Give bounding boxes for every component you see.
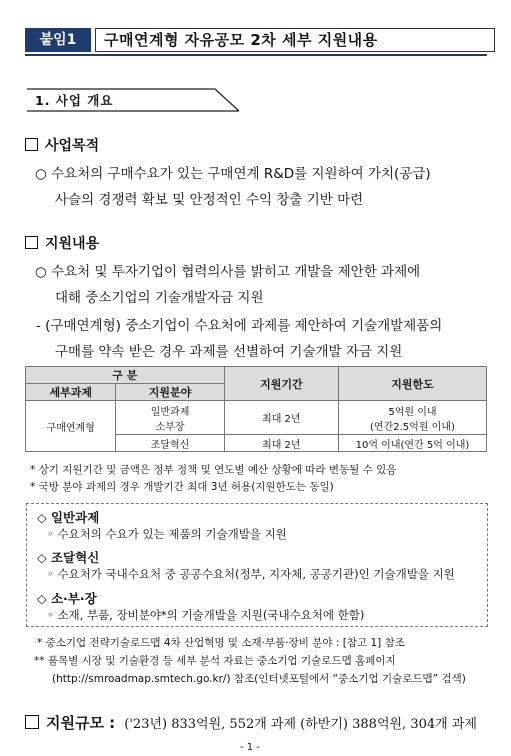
section-title: 1. 사업 개요 <box>35 93 114 108</box>
section-tab <box>27 88 227 110</box>
row-name: 구매연계형 <box>26 401 116 452</box>
support-bullet-1-line-1: ○ 수요처 및 투자기업이 협력의사를 밝히고 개발을 제안한 과제에 <box>35 264 421 280</box>
r1-limit-2: (연간2.5억원 이내) <box>370 421 455 433</box>
checkbox-square-icon <box>25 138 38 151</box>
th-sub1: 세부과제 <box>26 384 116 401</box>
cat-2-body: ◦ 수요처가 국내수요처 중 공공수요처(정부, 지자체, 공공기관)인 기술개발을 지원 <box>47 567 455 581</box>
page-title: 구매연계형 자유공모 2차 세부 지원내용 <box>95 28 495 52</box>
header-underline <box>25 54 487 56</box>
checkbox-square-icon <box>25 236 38 249</box>
support-table <box>25 366 487 452</box>
cat-1-body: ◦ 수요처의 수요가 있는 제품의 기술개발을 지원 <box>47 527 287 541</box>
support-bullet-2-line-2: 구매를 약속 받은 경우 과제를 선별하여 기술개발 자금 지원 <box>55 344 403 360</box>
attachment-tag: 붙임1 <box>25 28 91 52</box>
support-heading-text: 지원내용 <box>45 236 100 252</box>
support-bullet-2-line-1: - (구매연계형) 중소기업이 수요처에 과제를 제안하여 기술개발제품의 <box>36 318 443 334</box>
support-bullet-1-line-2: 대해 중소기업의 기술개발자금 지원 <box>55 290 264 306</box>
support-heading <box>25 233 99 253</box>
th-sub2: 지원분야 <box>116 384 224 401</box>
r2-limit: 10억 이내(연간 5억 이내) <box>338 435 486 452</box>
cat-3-body: ◦ 소재, 부품, 장비분야*의 기술개발을 지원(국내수요처에 한함) <box>47 608 365 622</box>
scale-value: ('23년) 833억원, 552개 과제 (하반기) 388억원, 304개 과제 <box>124 717 477 732</box>
r1-limit <box>338 401 486 435</box>
scale-line <box>25 712 477 733</box>
checkbox-square-icon <box>25 715 39 729</box>
r2-period: 최대 2년 <box>224 435 338 452</box>
purpose-heading <box>25 135 99 155</box>
r1-field <box>116 401 224 435</box>
footnote-2: ** 품목별 시장 및 기술환경 등 세부 분석 자료는 중소기업 기술로드맵 홈페이지 <box>34 655 396 667</box>
cat-3-heading: ◇ 소·부·장 <box>37 591 97 606</box>
th-limit: 지원한도 <box>338 367 486 401</box>
scale-label: 지원규모 : <box>46 714 116 732</box>
footnote-1: * 중소기업 전략기술로드맵 4차 산업혁명 및 소재·부품·장비 분야 : [참고 1] 참조 <box>37 637 405 649</box>
note-2: * 국방 분야 과제의 경우 개발기간 최대 3년 허용(지원한도는 동일) <box>30 481 334 493</box>
r2-field: 조달혁신 <box>116 435 224 452</box>
note-1: * 상기 지원기간 및 금액은 정부 정책 및 연도별 예산 상황에 따라 변동될 수 있음 <box>30 464 397 476</box>
page-number: - 1 - <box>240 742 260 753</box>
cat-2-heading: ◇ 조달혁신 <box>37 550 100 565</box>
purpose-line-2: 사슬의 경쟁력 확보 및 안정적인 수익 창출 기반 마련 <box>55 192 364 208</box>
th-group: 구 분 <box>26 367 225 384</box>
r1-field-2: 소부장 <box>155 421 185 433</box>
purpose-line-1: ○ 수요처의 구매수요가 있는 구매연계 R&D를 지원하여 가치(공급) <box>35 166 431 182</box>
r1-field-1: 일반과제 <box>150 406 190 418</box>
purpose-heading-text: 사업목적 <box>45 138 100 154</box>
footnote-3: (http://smroadmap.smtech.go.kr/) 참조(인터넷포털에서 “중소기업 기술로드맵” 검색) <box>52 673 466 685</box>
th-period: 지원기간 <box>224 367 338 401</box>
cat-1-heading: ◇ 일반과제 <box>37 510 100 525</box>
r1-limit-1: 5억원 이내 <box>388 406 437 418</box>
r1-period: 최대 2년 <box>224 401 338 435</box>
